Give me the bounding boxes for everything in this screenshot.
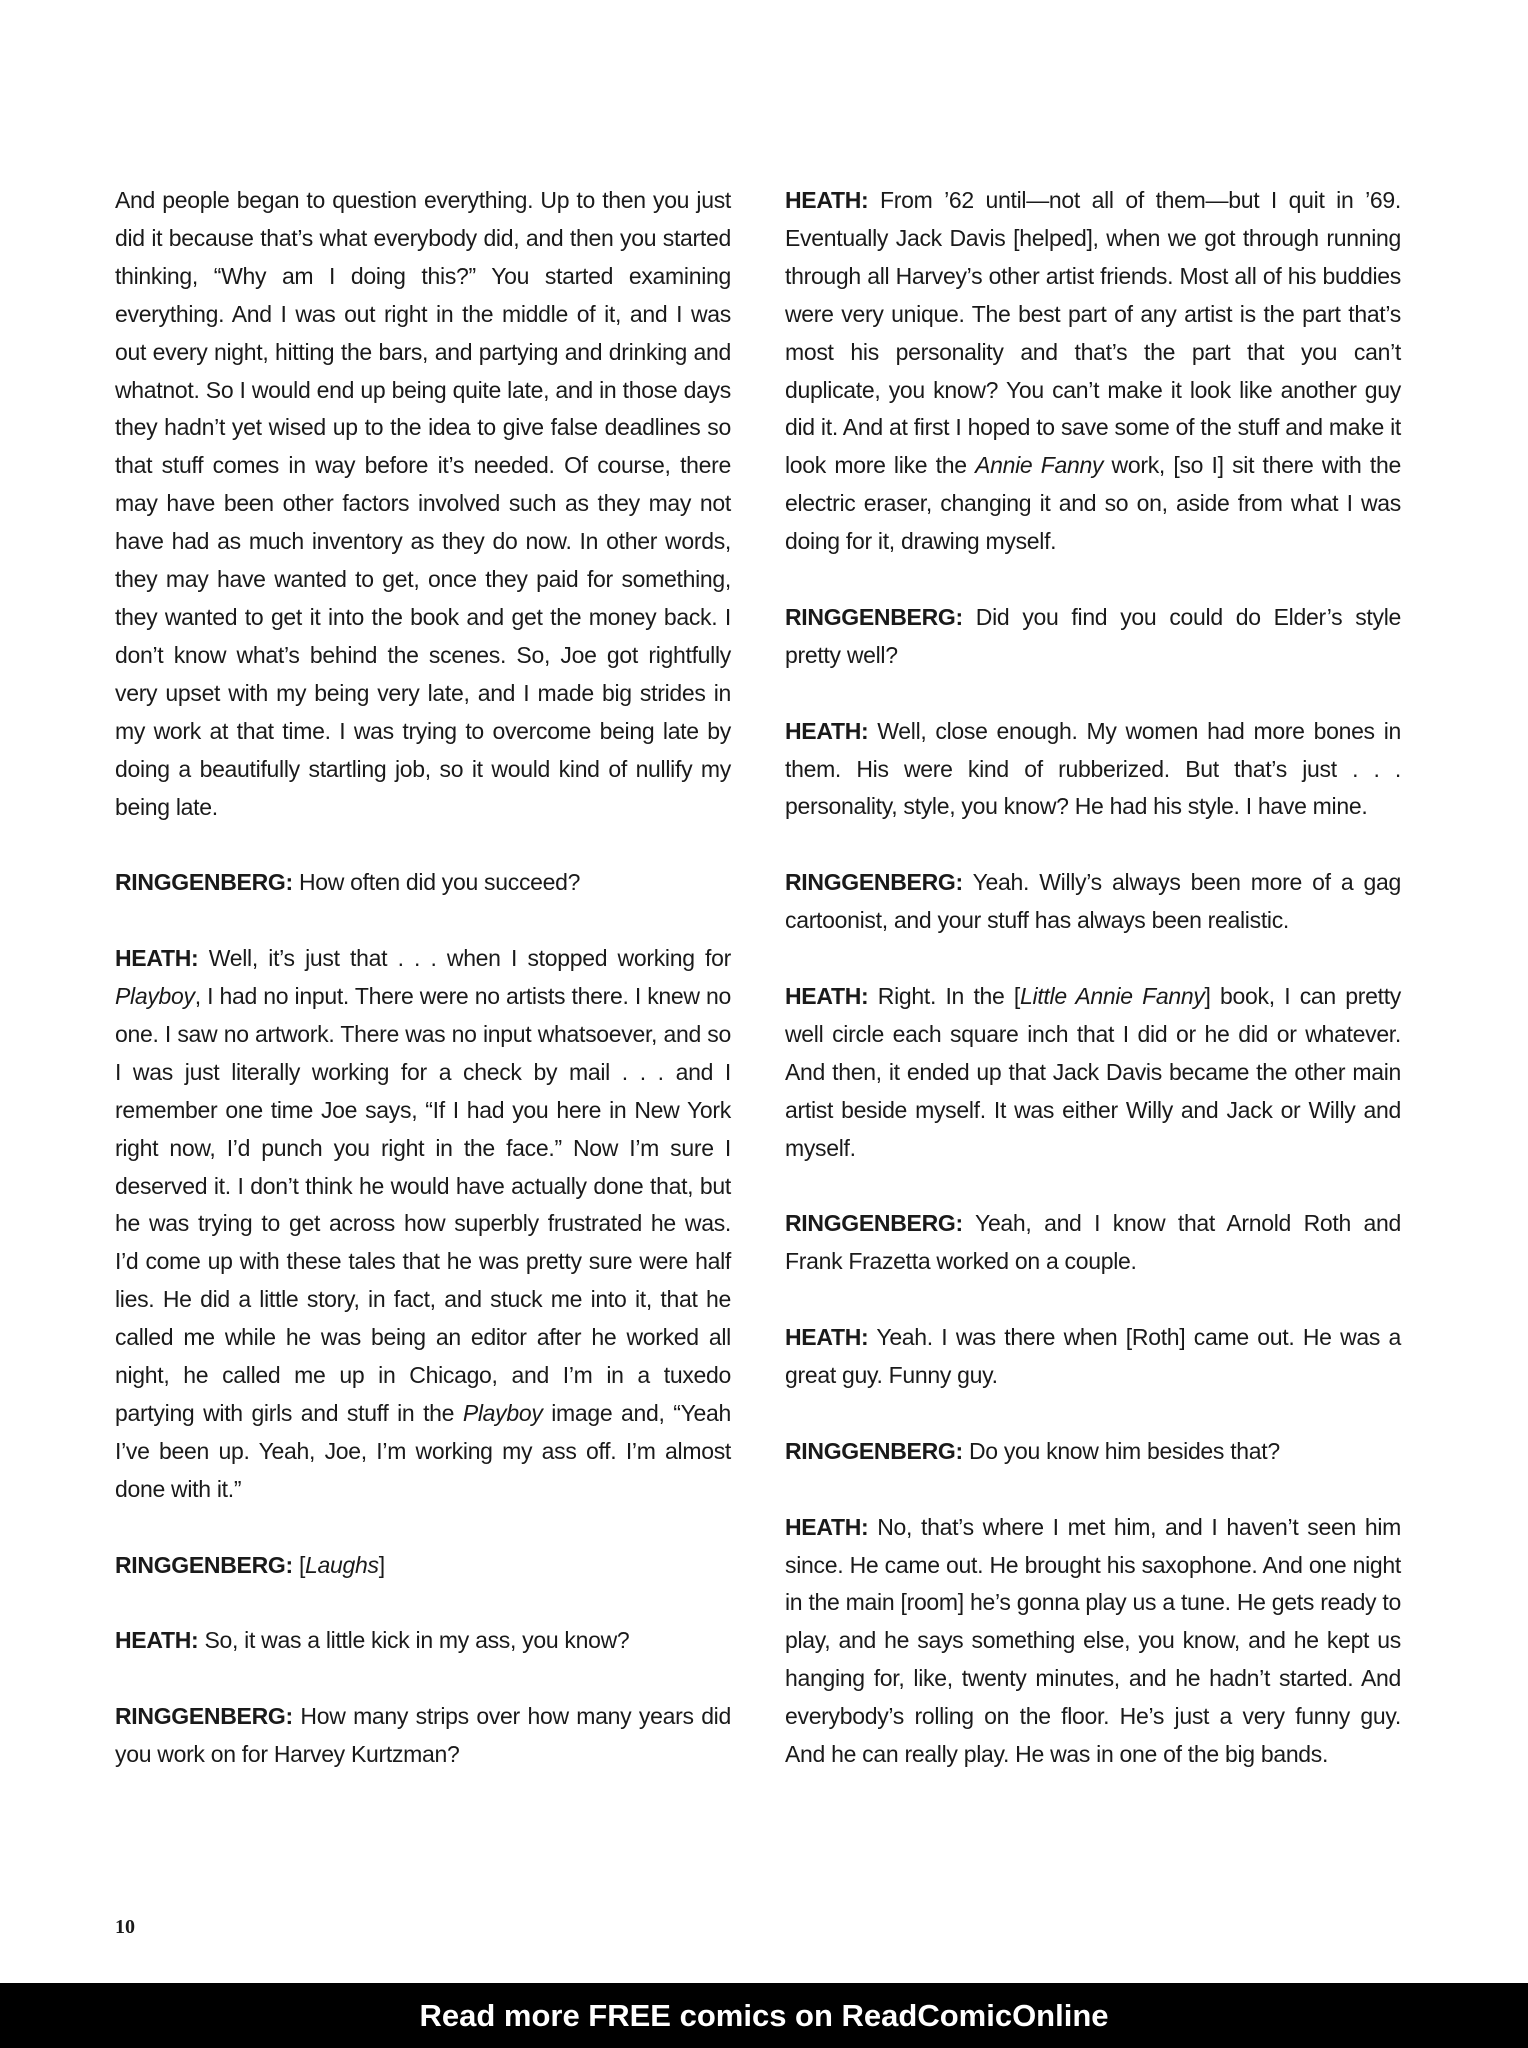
- speaker-label: HEATH:: [115, 1627, 199, 1654]
- italic-text: Laughs: [305, 1551, 379, 1578]
- speaker-label: HEATH:: [115, 945, 199, 972]
- paragraph: [785, 1433, 1401, 1471]
- text-run: ]: [378, 1551, 385, 1578]
- text-run: Do you know him besides that?: [962, 1437, 1280, 1464]
- speaker-label: HEATH:: [785, 982, 869, 1009]
- text-run: No, that’s where I met him, and I haven’t seen him since. He came out. He brought his saxophone. And one night in the main [room] he’s gonna play us a tune. He gets ready to play, and he says something else, you know, and he kept us hanging for, like, twenty minutes, and he hadn’t started. And everybody’s rolling on the floor. He’s just a very funny guy. And he can really play. He was in one of the big bands.: [785, 1513, 1401, 1768]
- text-run: image and, “Yeah I’ve been up. Yeah, Joe, I’m working my ass off. I’m almost done with it.”: [115, 1399, 731, 1502]
- paragraph: [115, 1547, 731, 1585]
- paragraph: [785, 713, 1401, 827]
- paragraph: [115, 182, 731, 826]
- paragraph: [115, 1698, 731, 1774]
- speaker-label: RINGGENBERG:: [785, 1210, 963, 1237]
- paragraph: [785, 1319, 1401, 1395]
- text-run: From ’62 until—not all of them—but I quit in ’69. Eventually Jack Davis [helped], when we got through running through all Harvey’s other artist friends. Most all of his buddies were very unique. The best part of any artist is the part that’s most his personality and that’s the part that you can’t duplicate, you know? You can’t make it look like another guy did it. And at first I hoped to save some of the stuff and make it look more like the: [785, 187, 1401, 479]
- speaker-label: HEATH:: [785, 187, 869, 213]
- paragraph: [785, 1509, 1401, 1774]
- speaker-label: HEATH:: [785, 1513, 869, 1540]
- speaker-label: RINGGENBERG:: [115, 869, 293, 896]
- text-run: So, it was a little kick in my ass, you know?: [198, 1627, 630, 1654]
- paragraph: [785, 978, 1401, 1168]
- text-run: Well, close enough. My women had more bones in them. His were kind of rubberized. But that’s just . . . personality, style, you know? He had his style. I have mine.: [785, 717, 1401, 820]
- text-run: ] book, I can pretty well circle each square inch that I did or he did or whatever. And then, it ended up that Jack Davis became the other main artist beside myself. It was either Willy and Jack or Willy and myself.: [785, 982, 1402, 1161]
- text-run: Did you find you could do Elder’s style pretty well?: [785, 603, 1401, 668]
- italic-text: Annie Fanny: [975, 452, 1104, 479]
- left-column: [115, 182, 731, 1812]
- text-run: Yeah. I was there when [Roth] came out. He was a great guy. Funny guy.: [785, 1324, 1401, 1388]
- speaker-label: RINGGENBERG:: [785, 1437, 963, 1464]
- italic-text: Playboy: [115, 983, 195, 1009]
- text-run: [: [292, 1551, 306, 1578]
- speaker-label: RINGGENBERG:: [785, 869, 963, 896]
- promo-banner[interactable]: Read more FREE comics on ReadComicOnline: [0, 1983, 1528, 2048]
- paragraph: [115, 940, 731, 1509]
- speaker-label: HEATH:: [785, 1324, 869, 1351]
- speaker-label: RINGGENBERG:: [115, 1551, 293, 1578]
- paragraph: [785, 864, 1401, 940]
- italic-text: Little Annie Fanny: [1020, 982, 1205, 1009]
- text-run: Right. In the [: [868, 982, 1021, 1009]
- text-run: How often did you succeed?: [292, 869, 581, 896]
- speaker-label: RINGGENBERG:: [785, 603, 963, 630]
- text-run: work, [so I] sit there with the electric eraser, changing it and so on, aside from what I was doing for it, drawing myself.: [785, 452, 1401, 555]
- text-run: Well, it’s just that . . . when I stopped working for: [198, 945, 731, 972]
- paragraph: [785, 599, 1401, 675]
- speaker-label: HEATH:: [785, 717, 869, 744]
- italic-text: Playboy: [462, 1399, 543, 1426]
- paragraph: [785, 1205, 1401, 1281]
- paragraph: [115, 1622, 731, 1660]
- text-run: Yeah. Willy’s always been more of a gag cartoonist, and your stuff has always been realistic.: [785, 869, 1401, 934]
- text-run: , I had no input. There were no artists there. I knew no one. I saw no artwork. There was no input whatsoever, and so I was just literally working for a check by mail . . . and I remember one time Joe says, “If I had you here in New York right now, I’d punch you right in the face.” Now I’m sure I deserved it. I don’t think he would have actually done that, but he was trying to get across how superbly frustrated he was. I’d come up with these tales that he was pretty sure were half lies. He did a little story, in fact, and stuck me into it, that he called me while he was being an editor after he worked all night, he called me up in Chicago, and I’m in a tuxedo partying with girls and stuff in the: [115, 983, 731, 1426]
- text-run: And people began to question everything. Up to then you just did it because that’s what everybody did, and then you started thinking, “Why am I doing this?” You started examining everything. And I was out right in the middle of it, and I was out every night, hitting the bars, and partying and drinking and whatnot. So I would end up being quite late, and in those days they hadn’t yet wised up to the idea to give false deadlines so that stuff comes in way before it’s needed. Of course, there may have been other factors involved such as they may not have had as much inventory as they do now. In other words, they may have wanted to get, once they paid for something, they wanted to get it into the book and get the money back. I don’t know what’s behind the scenes. So, Joe got rightfully very upset with my being very late, and I made big strides in my work at that time. I was trying to overcome being late by doing a beautifully startling job, so it would kind of nullify my being late.: [115, 187, 731, 820]
- right-column: [785, 182, 1401, 1812]
- page-number: 10: [115, 1916, 135, 1938]
- paragraph: [115, 864, 731, 902]
- speaker-label: RINGGENBERG:: [115, 1703, 293, 1730]
- text-run: How many strips over how many years did you work on for Harvey Kurtzman?: [115, 1703, 731, 1768]
- text-run: Yeah, and I know that Arnold Roth and Frank Frazetta worked on a couple.: [785, 1210, 1401, 1275]
- paragraph: [785, 182, 1401, 561]
